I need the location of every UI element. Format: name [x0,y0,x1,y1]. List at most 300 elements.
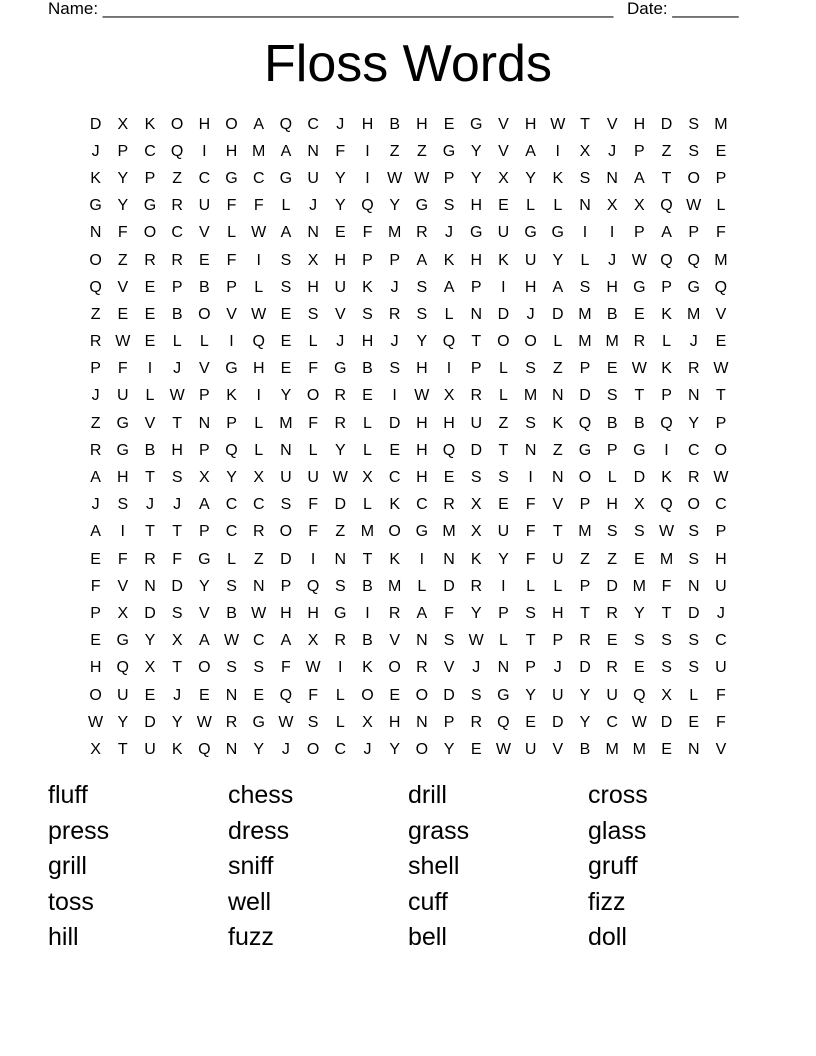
grid-cell[interactable]: K [443,251,455,269]
grid-cell[interactable]: Y [171,713,183,731]
grid-cell[interactable]: A [552,278,564,296]
grid-cell[interactable]: R [687,469,700,487]
grid-cell[interactable]: O [198,659,211,677]
grid-cell[interactable]: G [198,550,211,568]
grid-cell[interactable]: V [144,414,156,432]
grid-cell[interactable]: A [280,632,292,650]
grid-cell[interactable]: K [171,740,183,758]
grid-cell[interactable]: N [89,224,102,242]
grid-cell[interactable]: S [634,632,645,650]
grid-cell[interactable]: S [661,632,672,650]
grid-cell[interactable]: T [525,632,536,650]
grid-cell[interactable]: O [388,659,401,677]
grid-cell[interactable]: M [632,577,646,595]
grid-cell[interactable]: R [606,604,618,622]
grid-cell[interactable]: L [716,197,726,215]
grid-cell[interactable]: V [199,604,210,622]
grid-cell[interactable]: I [392,387,397,405]
grid-cell[interactable]: Y [144,632,156,650]
grid-cell[interactable]: A [525,142,536,160]
grid-cell[interactable]: J [281,740,290,758]
grid-cell[interactable]: E [634,550,645,568]
grid-cell[interactable]: A [280,142,292,160]
grid-cell[interactable]: N [252,577,265,595]
grid-cell[interactable]: E [199,251,210,269]
grid-cell[interactable]: I [147,360,153,378]
grid-cell[interactable]: F [716,713,726,731]
grid-cell[interactable]: E [144,278,156,296]
grid-cell[interactable]: I [664,441,669,459]
grid-cell[interactable]: E [715,333,727,351]
grid-cell[interactable]: Y [579,686,591,704]
grid-cell[interactable]: X [362,713,373,731]
grid-cell[interactable]: M [252,142,266,160]
grid-cell[interactable]: N [552,387,564,405]
grid-cell[interactable]: X [661,686,672,704]
grid-cell[interactable]: N [497,659,510,677]
grid-cell[interactable]: S [117,496,129,514]
grid-cell[interactable]: W [658,523,675,541]
grid-cell[interactable]: O [198,305,211,323]
grid-cell[interactable]: L [254,278,264,296]
grid-cell[interactable]: L [145,387,155,405]
grid-cell[interactable]: D [660,713,673,731]
grid-cell[interactable]: H [552,604,564,622]
grid-cell[interactable]: T [552,523,563,541]
grid-cell[interactable]: L [281,197,291,215]
grid-cell[interactable]: M [523,387,538,405]
grid-cell[interactable]: G [633,441,646,459]
grid-cell[interactable]: C [687,441,700,459]
grid-cell[interactable]: Y [253,740,265,758]
grid-cell[interactable]: P [606,441,618,459]
grid-cell[interactable]: Y [334,197,346,215]
grid-cell[interactable]: P [552,632,564,650]
grid-cell[interactable]: A [90,469,101,487]
grid-cell[interactable]: D [579,659,591,677]
grid-cell[interactable]: Q [306,577,320,595]
grid-cell[interactable]: R [388,604,401,622]
grid-cell[interactable]: J [91,387,100,405]
grid-cell[interactable]: Y [688,414,700,432]
grid-cell[interactable]: F [525,523,536,541]
grid-cell[interactable]: K [90,169,101,187]
grid-cell[interactable]: G [415,197,429,215]
grid-cell[interactable]: Q [89,278,102,296]
grid-cell[interactable]: I [555,142,560,160]
grid-cell[interactable]: N [579,197,591,215]
grid-cell[interactable]: U [552,550,564,568]
grid-cell[interactable]: O [306,740,320,758]
grid-cell[interactable]: N [198,414,211,432]
grid-cell[interactable]: D [280,550,292,568]
grid-cell[interactable]: W [468,632,484,650]
grid-cell[interactable]: Z [416,142,427,160]
grid-cell[interactable]: T [580,115,590,133]
grid-cell[interactable]: T [661,169,672,187]
grid-cell[interactable]: M [714,115,728,133]
grid-cell[interactable]: I [446,360,452,378]
grid-cell[interactable]: X [443,387,455,405]
grid-cell[interactable]: W [631,360,647,378]
grid-cell[interactable]: F [716,224,726,242]
grid-cell[interactable]: Z [90,414,101,432]
grid-cell[interactable]: L [308,441,318,459]
grid-cell[interactable]: N [225,686,238,704]
grid-cell[interactable]: T [172,523,183,541]
grid-cell[interactable]: X [199,469,210,487]
grid-cell[interactable]: W [88,713,104,731]
grid-cell[interactable]: S [688,659,700,677]
grid-cell[interactable]: K [661,305,672,323]
grid-cell[interactable]: D [334,496,347,514]
grid-cell[interactable]: P [226,278,237,296]
grid-cell[interactable]: C [144,142,156,160]
grid-cell[interactable]: R [334,632,347,650]
grid-cell[interactable]: T [634,387,645,405]
grid-cell[interactable]: C [715,632,727,650]
grid-cell[interactable]: H [524,115,537,133]
grid-cell[interactable]: R [416,659,428,677]
grid-cell[interactable]: A [199,496,210,514]
grid-cell[interactable]: F [281,659,291,677]
grid-cell[interactable]: I [229,333,234,351]
grid-cell[interactable]: P [280,577,292,595]
grid-cell[interactable]: W [196,713,212,731]
grid-cell[interactable]: M [578,333,592,351]
grid-cell[interactable]: I [365,142,370,160]
grid-cell[interactable]: Y [552,251,564,269]
grid-cell[interactable]: J [363,740,372,758]
grid-cell[interactable]: V [606,115,618,133]
grid-cell[interactable]: P [389,251,400,269]
grid-cell[interactable]: H [171,441,183,459]
grid-cell[interactable]: H [606,278,618,296]
grid-cell[interactable]: A [280,224,292,242]
grid-cell[interactable]: M [605,740,619,758]
grid-cell[interactable]: E [606,632,618,650]
grid-cell[interactable]: E [634,659,645,677]
grid-cell[interactable]: W [387,169,403,187]
grid-cell[interactable]: C [334,740,347,758]
grid-cell[interactable]: Q [687,251,700,269]
grid-cell[interactable]: X [470,496,482,514]
grid-cell[interactable]: D [687,604,700,622]
grid-cell[interactable]: P [634,224,645,242]
grid-cell[interactable]: J [608,251,617,269]
grid-cell[interactable]: Q [633,686,646,704]
grid-cell[interactable]: W [115,333,131,351]
grid-cell[interactable]: G [687,278,700,296]
grid-cell[interactable]: S [525,604,536,622]
grid-cell[interactable]: H [334,251,347,269]
grid-cell[interactable]: F [308,686,318,704]
grid-cell[interactable]: N [687,577,700,595]
grid-cell[interactable]: P [470,360,482,378]
grid-cell[interactable]: S [606,387,618,405]
grid-cell[interactable]: P [199,441,210,459]
grid-cell[interactable]: H [633,115,646,133]
grid-cell[interactable]: S [443,632,455,650]
grid-cell[interactable]: R [144,251,156,269]
grid-cell[interactable]: I [419,550,425,568]
grid-cell[interactable]: R [334,414,347,432]
grid-cell[interactable]: L [553,577,563,595]
grid-cell[interactable]: D [633,469,646,487]
grid-cell[interactable]: Y [416,333,428,351]
grid-cell[interactable]: Y [525,169,536,187]
grid-cell[interactable]: C [416,496,428,514]
grid-cell[interactable]: J [336,333,345,351]
grid-cell[interactable]: W [332,469,348,487]
grid-cell[interactable]: P [661,278,672,296]
grid-cell[interactable]: N [280,441,292,459]
grid-cell[interactable]: K [389,496,400,514]
grid-cell[interactable]: C [606,713,618,731]
grid-cell[interactable]: S [226,577,237,595]
grid-cell[interactable]: P [144,169,156,187]
grid-cell[interactable]: H [715,550,727,568]
grid-cell[interactable]: N [524,441,537,459]
grid-cell[interactable]: M [578,523,592,541]
grid-cell[interactable]: I [528,469,533,487]
grid-cell[interactable]: L [553,333,563,351]
grid-cell[interactable]: U [334,278,347,296]
grid-cell[interactable]: O [143,224,157,242]
grid-cell[interactable]: E [144,305,156,323]
grid-cell[interactable]: D [470,441,482,459]
grid-cell[interactable]: E [280,360,292,378]
grid-cell[interactable]: L [553,197,563,215]
grid-cell[interactable]: Z [253,550,264,568]
grid-cell[interactable]: D [89,115,102,133]
grid-cell[interactable]: E [144,333,156,351]
grid-cell[interactable]: P [226,414,237,432]
grid-cell[interactable]: D [171,577,183,595]
grid-cell[interactable]: W [631,713,647,731]
grid-cell[interactable]: F [90,577,101,595]
grid-cell[interactable]: J [336,115,345,133]
grid-cell[interactable]: T [716,387,726,405]
grid-cell[interactable]: Y [498,550,509,568]
grid-cell[interactable]: A [416,604,428,622]
grid-cell[interactable]: E [90,632,101,650]
grid-cell[interactable]: H [416,469,428,487]
grid-cell[interactable]: L [526,577,536,595]
grid-cell[interactable]: U [524,740,537,758]
grid-cell[interactable]: B [389,115,400,133]
grid-cell[interactable]: U [606,686,618,704]
grid-cell[interactable]: O [225,115,238,133]
grid-cell[interactable]: S [280,251,292,269]
grid-cell[interactable]: P [661,387,672,405]
grid-cell[interactable]: W [278,713,294,731]
grid-cell[interactable]: P [470,278,482,296]
grid-cell[interactable]: G [225,169,238,187]
grid-cell[interactable]: O [415,686,429,704]
grid-cell[interactable]: M [605,333,619,351]
grid-cell[interactable]: X [117,604,129,622]
grid-cell[interactable]: S [362,305,373,323]
grid-cell[interactable]: G [334,360,347,378]
grid-cell[interactable]: E [334,224,346,242]
grid-cell[interactable]: I [256,387,261,405]
grid-cell[interactable]: H [416,360,428,378]
grid-cell[interactable]: S [498,469,509,487]
grid-cell[interactable]: N [144,577,156,595]
grid-cell[interactable]: T [362,550,373,568]
grid-cell[interactable]: Z [661,142,672,160]
grid-cell[interactable]: H [416,115,428,133]
grid-cell[interactable]: X [579,142,591,160]
grid-cell[interactable]: P [715,169,727,187]
grid-cell[interactable]: C [225,496,238,514]
grid-cell[interactable]: Q [660,496,673,514]
grid-cell[interactable]: Q [198,740,211,758]
grid-cell[interactable]: U [497,523,510,541]
grid-cell[interactable]: L [172,333,182,351]
grid-cell[interactable]: I [202,142,207,160]
grid-cell[interactable]: C [252,496,265,514]
grid-cell[interactable]: E [280,333,292,351]
grid-cell[interactable]: X [634,496,645,514]
grid-cell[interactable]: Y [389,197,400,215]
grid-cell[interactable]: G [469,224,483,242]
grid-cell[interactable]: X [90,740,101,758]
grid-cell[interactable]: L [227,550,236,568]
grid-cell[interactable]: S [579,278,591,296]
grid-cell[interactable]: P [171,278,183,296]
grid-cell[interactable]: G [469,115,483,133]
grid-cell[interactable]: N [334,550,347,568]
grid-cell[interactable]: W [713,360,729,378]
grid-cell[interactable]: S [280,278,292,296]
grid-cell[interactable]: Q [660,414,673,432]
grid-cell[interactable]: O [714,441,728,459]
grid-cell[interactable]: Y [117,197,129,215]
grid-cell[interactable]: R [470,387,482,405]
grid-cell[interactable]: S [525,414,536,432]
grid-cell[interactable]: O [687,496,700,514]
grid-cell[interactable]: M [279,414,293,432]
grid-cell[interactable]: Z [552,360,563,378]
grid-cell[interactable]: Z [389,142,400,160]
grid-cell[interactable]: H [252,360,265,378]
grid-cell[interactable]: P [199,387,210,405]
grid-cell[interactable]: D [144,713,156,731]
grid-cell[interactable]: N [416,713,428,731]
grid-cell[interactable]: S [226,659,237,677]
grid-cell[interactable]: E [280,305,292,323]
grid-cell[interactable]: O [388,523,401,541]
grid-cell[interactable]: Q [442,441,456,459]
grid-cell[interactable]: T [172,414,183,432]
grid-cell[interactable]: R [89,333,102,351]
grid-cell[interactable]: Z [117,251,128,269]
grid-cell[interactable]: H [198,115,211,133]
grid-cell[interactable]: S [525,360,536,378]
grid-cell[interactable]: V [199,360,210,378]
grid-cell[interactable]: F [335,142,346,160]
grid-cell[interactable]: G [334,604,347,622]
grid-cell[interactable]: V [715,305,727,323]
grid-cell[interactable]: S [334,577,346,595]
grid-cell[interactable]: Q [497,713,510,731]
grid-cell[interactable]: S [688,115,700,133]
grid-cell[interactable]: P [688,224,700,242]
grid-cell[interactable]: D [660,115,673,133]
grid-cell[interactable]: G [143,197,157,215]
grid-cell[interactable]: Y [334,441,346,459]
grid-cell[interactable]: I [365,169,370,187]
grid-cell[interactable]: L [254,441,264,459]
grid-cell[interactable]: Q [361,197,374,215]
grid-cell[interactable]: E [362,387,373,405]
grid-cell[interactable]: G [633,278,646,296]
grid-cell[interactable]: Y [334,169,346,187]
grid-cell[interactable]: T [661,604,672,622]
grid-cell[interactable]: S [470,469,482,487]
grid-cell[interactable]: P [362,251,373,269]
grid-cell[interactable]: J [716,604,725,622]
grid-cell[interactable]: W [305,659,321,677]
grid-cell[interactable]: L [607,469,617,487]
grid-cell[interactable]: O [687,169,700,187]
grid-cell[interactable]: C [252,169,265,187]
grid-cell[interactable]: E [253,686,265,704]
grid-cell[interactable]: V [199,224,210,242]
grid-cell[interactable]: R [633,333,646,351]
grid-cell[interactable]: H [470,197,482,215]
grid-cell[interactable]: L [498,387,508,405]
grid-cell[interactable]: Z [335,523,346,541]
grid-cell[interactable]: R [388,305,401,323]
grid-cell[interactable]: C [715,496,727,514]
grid-cell[interactable]: N [687,740,700,758]
grid-cell[interactable]: N [606,169,618,187]
grid-cell[interactable]: S [688,142,700,160]
grid-cell[interactable]: S [307,305,319,323]
grid-cell[interactable]: T [580,604,590,622]
grid-cell[interactable]: L [308,333,318,351]
grid-cell[interactable]: W [251,224,267,242]
name-field[interactable]: Name: ______________________________________________________ [48,0,614,18]
grid-cell[interactable]: Y [525,686,536,704]
grid-cell[interactable]: P [579,577,591,595]
grid-cell[interactable]: P [579,496,591,514]
grid-cell[interactable]: B [579,740,591,758]
grid-cell[interactable]: C [307,115,319,133]
grid-cell[interactable]: K [362,659,373,677]
grid-cell[interactable]: P [715,523,727,541]
grid-cell[interactable]: O [415,740,429,758]
grid-cell[interactable]: M [687,305,701,323]
grid-cell[interactable]: A [634,169,645,187]
grid-cell[interactable]: F [226,251,237,269]
grid-cell[interactable]: W [550,115,566,133]
grid-cell[interactable]: V [389,632,400,650]
grid-cell[interactable]: F [308,523,318,541]
grid-cell[interactable]: X [171,632,183,650]
grid-cell[interactable]: L [498,632,508,650]
grid-cell[interactable]: F [308,496,318,514]
grid-cell[interactable]: D [144,604,156,622]
grid-cell[interactable]: R [89,441,102,459]
grid-cell[interactable]: I [365,604,370,622]
grid-cell[interactable]: L [580,251,590,269]
grid-cell[interactable]: U [524,251,537,269]
grid-cell[interactable]: M [387,224,402,242]
